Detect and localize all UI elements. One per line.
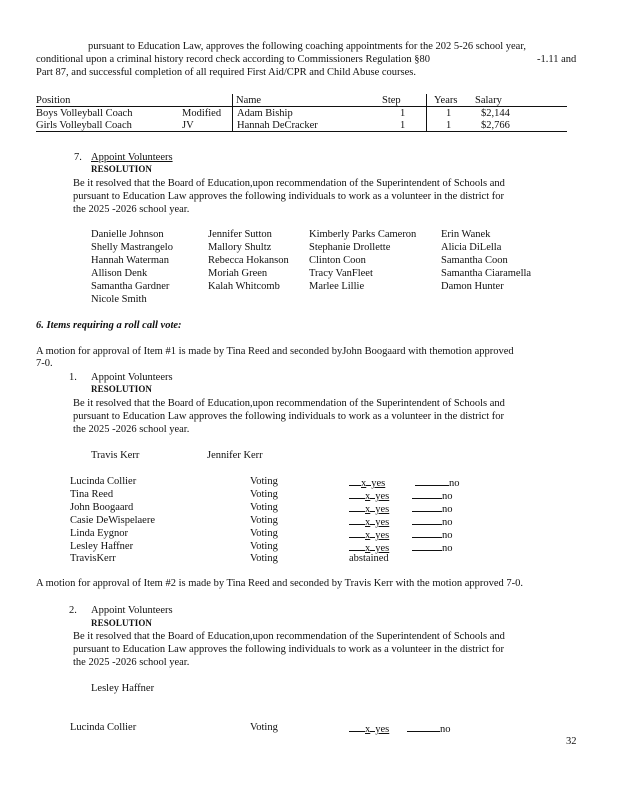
column-divider [232,94,233,131]
no-vote: no [412,501,453,516]
cell-level: Modified [182,108,222,119]
names-column [208,228,289,293]
item7-resolution-label: RESOLUTION [91,164,153,174]
item2-number: 2. [69,605,77,616]
item7-number: 7. [74,152,82,163]
item1-body-line-1: Be it resolved that the Board of Education,upon recommendation of the Superintendent of Schools and [73,398,505,409]
volunteer-name: Nicole Smith [91,294,147,305]
volunteer-name: Lesley Haffner [91,683,155,694]
vote-row [70,488,490,501]
yes-vote: x yes [349,488,389,503]
no-vote: no [412,514,453,529]
member-name: Tina Reed [70,489,114,500]
vote-row [70,501,490,514]
volunteer-name: Clinton Coon [309,255,366,266]
vote-status: Voting [250,553,278,564]
item1-body-line-2: pursuant to Education Law approves the following individuals to work as a volunteer in the district for [73,411,504,422]
volunteer-name: Damon Hunter [441,281,504,292]
volunteer-name: Rebecca Hokanson [208,255,289,266]
vote-status: Voting [250,489,278,500]
yes-vote: x yes [349,514,389,529]
names-column [91,228,173,306]
item2-body-line-1: Be it resolved that the Board of Education,upon recommendation of the Superintendent of Schools and [73,631,505,642]
volunteer-name: Mallory Shultz [208,242,272,253]
cell-level: JV [182,120,194,131]
vote-status: Voting [250,722,278,733]
volunteer-name: Danielle Johnson [91,229,164,240]
no-vote: no [412,527,453,542]
names-column [309,228,416,293]
member-name: Lucinda Collier [70,722,137,733]
item7-body-line-3: the 2025 -2026 school year. [73,204,190,215]
yes-vote: x yes [349,527,389,542]
vote-result-abstained: abstained [349,553,389,564]
volunteer-name: Shelly Mastrangelo [91,242,173,253]
cell-position: Girls Volleyball Coach [36,120,132,131]
vote-status: Voting [250,541,278,552]
page-number: 32 [566,736,577,747]
member-name: Linda Eygnor [70,528,129,539]
yes-vote: x yes [349,501,389,516]
intro-line-2b: -1.11 and [537,54,577,65]
item2-resolution-label: RESOLUTION [91,618,153,628]
names-column [441,228,531,293]
cell-name: Hannah DeCracker [237,120,318,131]
cell-salary: $2,766 [481,120,510,131]
no-vote: no [412,540,453,555]
cell-years: 1 [446,120,452,131]
motion1-line-2: 7-0. [36,358,53,369]
volunteer-name: Samantha Coon [441,255,508,266]
cell-position: Boys Volleyball Coach [36,108,133,119]
member-name: TravisKerr [70,553,116,564]
volunteer-name: Kimberly Parks Cameron [309,229,417,240]
volunteer-name: Kalah Whitcomb [208,281,280,292]
table-row [36,119,567,132]
volunteer-name: Allison Denk [91,268,148,279]
volunteer-name: Travis Kerr [91,450,140,461]
item1-number: 1. [69,372,77,383]
vote-status: Voting [250,528,278,539]
item1-resolution-label: RESOLUTION [91,384,153,394]
member-name: Lesley Haffner [70,541,134,552]
item7-title: Appoint Volunteers [91,152,173,163]
intro-line-1: pursuant to Education Law, approves the following coaching appointments for the 202 5-26 school year, [88,41,527,52]
volunteer-name: Tracy VanFleet [309,268,373,279]
no-vote: no [412,488,453,503]
cell-step: 1 [400,108,406,119]
item1-title: Appoint Volunteers [91,372,173,383]
vote-row [70,475,490,488]
volunteer-name: Samantha Ciaramella [441,268,532,279]
volunteer-name: Marlee Lillie [309,281,365,292]
vote-status: Voting [250,502,278,513]
header-position: Position [36,95,71,106]
volunteer-name: Erin Wanek [441,229,491,240]
volunteer-name: Jennifer Kerr [207,450,263,461]
table-header-row [36,94,567,107]
member-name: Casie DeWispelaere [70,515,155,526]
intro-line-2a: conditional upon a criminal history record check according to Commissioners Regulation §80 [36,54,430,65]
yes-vote: x yes [349,721,389,736]
volunteer-name: Jennifer Sutton [208,229,272,240]
vote-row [70,552,490,565]
item7-body-line-2: pursuant to Education Law approves the following individuals to work as a volunteer in the district for [73,191,504,202]
cell-step: 1 [400,120,406,131]
item2-title: Appoint Volunteers [91,605,173,616]
table-row [36,107,567,119]
intro-line-3: Part 87, and successful completion of all required First Aid/CPR and Child Abuse courses. [36,67,416,78]
yes-vote: x yes [349,540,389,555]
volunteer-name: Samantha Gardner [91,281,170,292]
section6-heading: 6. Items requiring a roll call vote: [36,320,182,331]
item2-body-line-2: pursuant to Education Law approves the following individuals to work as a volunteer in the district for [73,644,504,655]
cell-salary: $2,144 [481,108,510,119]
cell-name: Adam Biship [237,108,293,119]
motion2-text: A motion for approval of Item #2 is made by Tina Reed and seconded by Travis Kerr with the motion approved 7-0. [36,578,524,589]
volunteer-name: Moriah Green [208,268,268,279]
member-name: Lucinda Collier [70,476,137,487]
member-name: John Boogaard [70,502,134,513]
item2-body-line-3: the 2025 -2026 school year. [73,657,190,668]
vote-status: Voting [250,515,278,526]
yes-vote: x yes [349,475,385,490]
column-divider [426,94,427,131]
cell-years: 1 [446,108,452,119]
volunteer-name: Hannah Waterman [91,255,169,266]
vote-row [70,527,490,540]
header-step: Step [382,95,401,106]
item1-body-line-3: the 2025 -2026 school year. [73,424,190,435]
motion1-line-1: A motion for approval of Item #1 is made by Tina Reed and seconded byJohn Boogaard with themotion approved [36,346,514,357]
vote-status: Voting [250,476,278,487]
vote-row [70,514,490,527]
header-name: Name [236,95,262,106]
header-salary: Salary [475,95,502,106]
vote-row [70,721,490,734]
no-vote: no [407,721,451,736]
header-years: Years [434,95,458,106]
item7-body-line-1: Be it resolved that the Board of Education,upon recommendation of the Superintendent of Schools and [73,178,505,189]
coaching-appointments-table [36,94,567,132]
volunteer-name: Stephanie Drollette [309,242,391,253]
volunteer-name: Alicia DiLella [441,242,502,253]
no-vote: no [415,475,460,490]
